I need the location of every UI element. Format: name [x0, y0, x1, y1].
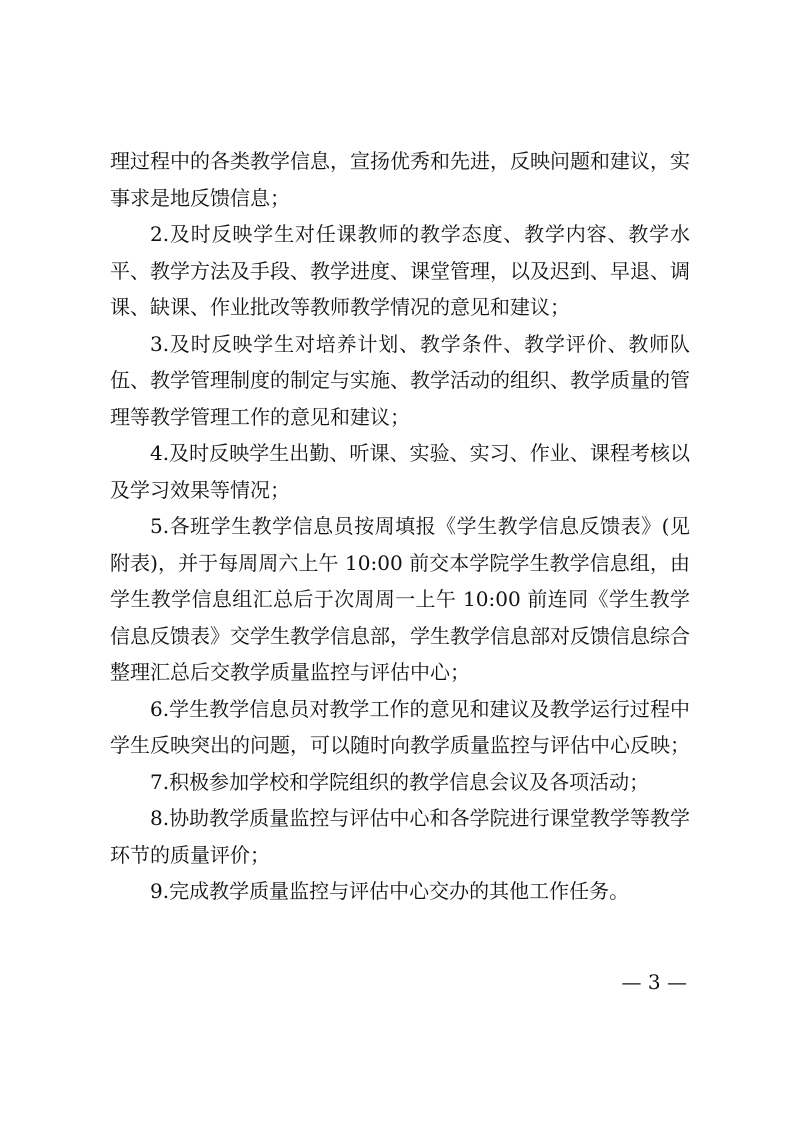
paragraph-item-9: 9.完成教学质量监控与评估中心交办的其他工作任务。: [150, 879, 630, 903]
paragraph-item-7: 7.积极参加学校和学院组织的教学信息会议及各项活动；: [150, 769, 650, 794]
page-number: — 3 —: [621, 970, 687, 994]
paragraph-continuation: 理过程中的各类教学信息，宣扬优秀和先进，反映问题和建议，实事求是地反馈信息；: [110, 149, 690, 210]
paragraph-item-2: 2.及时反映学生对任课教师的教学态度、教学内容、教学水平、教学方法及手段、教学进度、课堂管理，以及迟到、早退、调课、缺课、作业批改等教师教学情况的意见和建议；: [110, 222, 690, 319]
paragraph-item-8: 8.协助教学质量监控与评估中心和各学院进行课堂教学等教学环节的质量评价；: [110, 806, 690, 867]
document-body: [110, 143, 690, 910]
paragraph-item-4: 4.及时反映学生出勤、听课、实验、实习、作业、课程考核以及学习效果等情况；: [110, 441, 690, 502]
paragraph-item-3: 3.及时反映学生对培养计划、教学条件、教学评价、教师队伍、教学管理制度的制定与实施、教学活动的组织、教学质量的管理等教学管理工作的意见和建议；: [110, 331, 690, 429]
paragraph-item-6: 6.学生教学信息员对教学工作的意见和建议及教学运行过程中学生反映突出的问题，可以随时向教学质量监控与评估中心反映；: [110, 696, 690, 757]
paragraph-item-5: 5.各班学生教学信息员按周填报《学生教学信息反馈表》(见附表)，并于每周周六上午 10:00 前交本学院学生教学信息组，由学生教学信息组汇总后于次周周一上午 10:00 前连同《学生教学信息反馈表》交学生教学信息部，学生教学信息部对反馈信息综合整理汇总后交教学质量监控与评估中心；: [110, 514, 690, 684]
